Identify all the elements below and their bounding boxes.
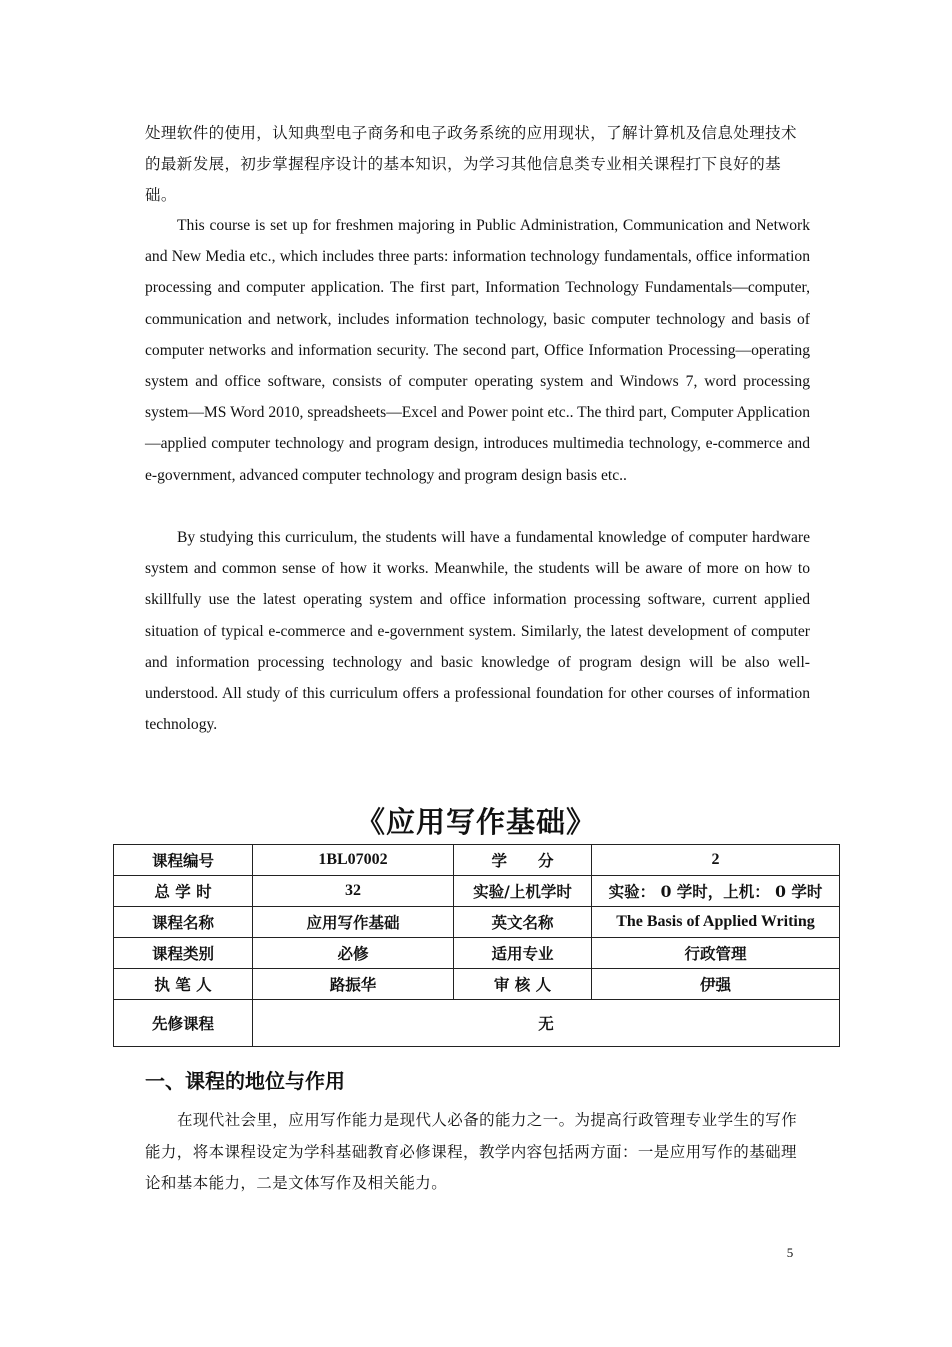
- prerequisite-value: 无: [253, 1000, 840, 1047]
- author-label: 执 笔 人: [114, 969, 253, 1000]
- table-row: [114, 969, 840, 1000]
- course-type-value: 必修: [253, 938, 454, 969]
- table-row: [114, 907, 840, 938]
- lab-hours-value: 实验： 0 学时，上机： 0 学时: [592, 876, 840, 907]
- credit-value: 2: [592, 845, 840, 876]
- applicable-major-value: 行政管理: [592, 938, 840, 969]
- reviewer-value: 伊强: [592, 969, 840, 1000]
- english-name-value: The Basis of Applied Writing: [592, 907, 840, 938]
- lab-hours-label: 实验/上机学时: [454, 876, 592, 907]
- course-code-label: 课程编号: [114, 845, 253, 876]
- section-heading: 一、课程的地位与作用: [145, 1069, 345, 1093]
- english-description-paragraph-1: This course is set up for freshmen majoring in Public Administration, Communication and Network and New Media etc., which includes three parts: information technology fundamentals, office information processing and computer application. The first part, Information Technology Fundamentals—computer, communication and network, includes information technology, basic computer technology and basis of computer networks and information security. The second part, Office Information Processing—operating system and office software, consists of computer operating system and Windows 7, word processing system—MS Word 2010, spreadsheets—Excel and Power point etc.. The third part, Computer Application—applied computer technology and program design, introduces multimedia technology, e-commerce and e-government, advanced computer technology and program design basis etc..: [145, 217, 810, 484]
- course-code-value: 1BL07002: [253, 845, 454, 876]
- course-name-value: 应用写作基础: [253, 907, 454, 938]
- credit-label: 学 分: [454, 845, 592, 876]
- reviewer-label: 审 核 人: [454, 969, 592, 1000]
- total-hours-label: 总 学 时: [114, 876, 253, 907]
- section-body-paragraph: 在现代社会里，应用写作能力是现代人必备的能力之一。为提高行政管理专业学生的写作能力，将本课程设定为学科基础教育必修课程，教学内容包括两方面：一是应用写作的基础理论和基本能力，二是文体写作及相关能力。: [145, 1111, 798, 1192]
- course-type-label: 课程类别: [114, 938, 253, 969]
- applicable-major-label: 适用专业: [454, 938, 592, 969]
- table-row: [114, 938, 840, 969]
- table-row: [114, 876, 840, 907]
- intro-continuation-paragraph: 处理软件的使用，认知典型电子商务和电子政务系统的应用现状，了解计算机及信息处理技术的最新发展，初步掌握程序设计的基本知识，为学习其他信息类专业相关课程打下良好的基础。: [145, 124, 797, 204]
- author-value: 路振华: [253, 969, 454, 1000]
- table-row: [114, 845, 840, 876]
- course-info-table: [113, 844, 840, 1047]
- course-title: 《应用写作基础》: [355, 805, 596, 839]
- prerequisite-label: 先修课程: [114, 1000, 253, 1047]
- total-hours-value: 32: [253, 876, 454, 907]
- english-name-label: 英文名称: [454, 907, 592, 938]
- course-name-label: 课程名称: [114, 907, 253, 938]
- page-number: 5: [786, 1245, 794, 1260]
- english-description-paragraph-2: By studying this curriculum, the students will have a fundamental knowledge of computer hardware system and common sense of how it works. Meanwhile, the students will be aware of more on how to skillfully use the latest operating system and office information processing software, current applied situation of typical e-commerce and e-government system. Similarly, the latest development of computer and information processing technology and basic knowledge of program design will be also well- understood. All study of this curriculum offers a professional foundation for other courses of information technology.: [145, 529, 810, 734]
- table-row: [114, 1000, 840, 1047]
